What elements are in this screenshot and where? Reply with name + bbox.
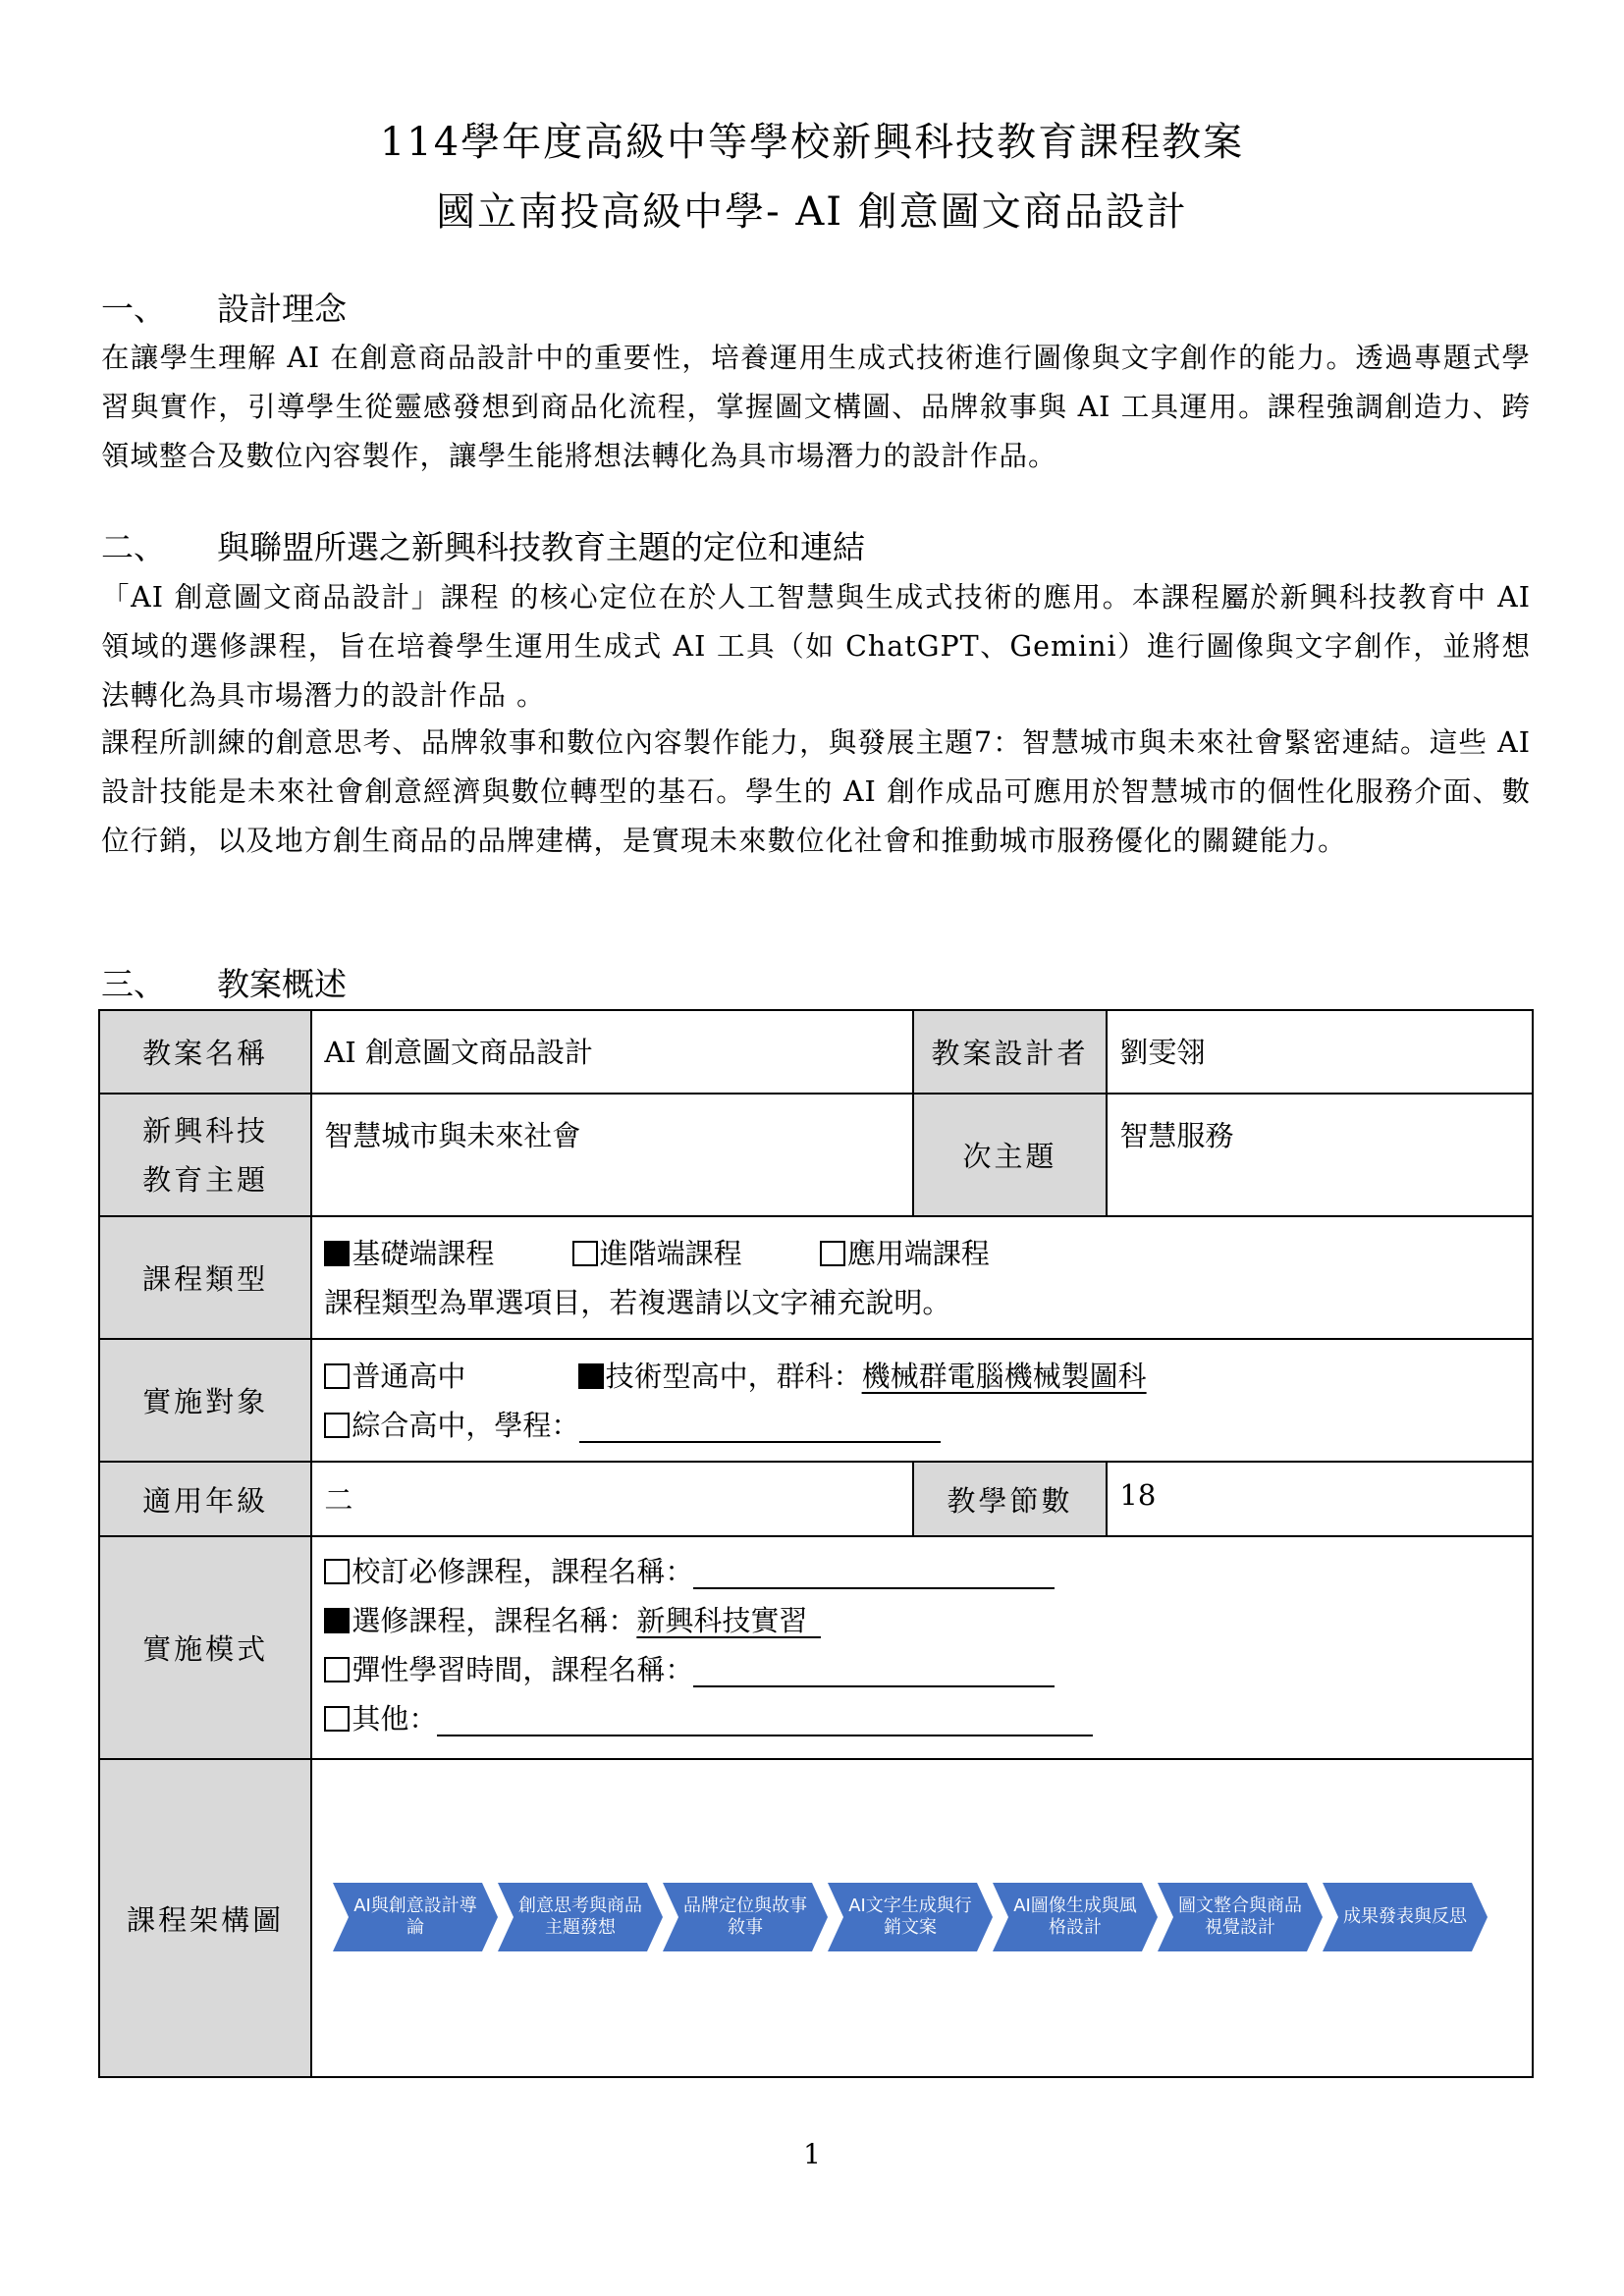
mode-cell (311, 1536, 1533, 1759)
course-type-cell (311, 1216, 1533, 1339)
checkbox-flexible-learning[interactable] (324, 1657, 350, 1682)
checkbox-elective-course[interactable] (324, 1608, 350, 1633)
target-label: 實施對象 (99, 1339, 311, 1462)
subtheme-label: 次主題 (913, 1094, 1108, 1216)
mode-required (324, 1547, 1520, 1596)
checkbox-comprehensive-high[interactable] (324, 1413, 350, 1438)
table-row (99, 1339, 1533, 1462)
course-type-note: 課程類型為單選項目，若複選請以文字補充說明。 (324, 1286, 951, 1319)
mode-label: 實施模式 (99, 1536, 311, 1759)
table-row (99, 1536, 1533, 1759)
flow-step (828, 1883, 993, 1951)
grade-value: 二 (324, 1483, 353, 1517)
lesson-name-label: 教案名稱 (99, 1010, 311, 1094)
mode-elective-value: 新興科技實習 (636, 1604, 808, 1637)
document-title: 114學年度高級中等學校新興科技教育課程教案 (379, 120, 1245, 165)
section-number: 二、 (101, 528, 166, 566)
flow-step (1323, 1883, 1488, 1951)
flow-step (333, 1883, 498, 1951)
theme-value: 智慧城市與未來社會 (324, 1119, 581, 1152)
document-subtitle: 國立南投高級中學- AI 創意圖文商品設計 (436, 189, 1188, 235)
target-technical-label: 技術型高中，群科： (605, 1360, 862, 1393)
section-3-heading (101, 959, 347, 1005)
designer-value: 劉雯翎 (1119, 1036, 1206, 1069)
lesson-name-value: AI 創意圖文商品設計 (324, 1036, 593, 1069)
flow-step-label: AI文字生成與行銷文案 (848, 1896, 972, 1938)
required-course-blank[interactable] (693, 1558, 1055, 1589)
mode-other-label: 其他： (352, 1702, 438, 1735)
periods-label: 教學節數 (913, 1462, 1108, 1536)
target-comprehensive-label: 綜合高中，學程： (352, 1409, 580, 1442)
table-row (99, 1094, 1533, 1216)
checkbox-applied[interactable] (820, 1241, 845, 1266)
page-number: 1 (803, 2138, 821, 2170)
designer-cell (1107, 1010, 1533, 1094)
mode-elective-label: 選修課程，課程名稱： (352, 1604, 637, 1637)
subtheme-value: 智慧服務 (1119, 1119, 1234, 1152)
checkbox-basic[interactable] (324, 1241, 350, 1266)
target-general-label: 普通高中 (352, 1360, 466, 1393)
grade-cell (311, 1462, 912, 1536)
flow-step-label: 品牌定位與故事敘事 (683, 1896, 807, 1938)
target-line-2 (324, 1401, 1520, 1450)
lesson-name-cell (311, 1010, 912, 1094)
checkbox-other[interactable] (324, 1706, 350, 1732)
flow-step-label: 創意思考與商品主題發想 (518, 1896, 642, 1938)
mode-elective (324, 1596, 1520, 1645)
periods-value: 18 (1119, 1478, 1157, 1512)
table-row (99, 1216, 1533, 1339)
section-title: 教案概述 (217, 965, 347, 1003)
section-1-heading (101, 284, 347, 330)
table-row (99, 1462, 1533, 1536)
flow-step-label: 成果發表與反思 (1343, 1906, 1467, 1927)
option-applied-label: 應用端課程 (846, 1237, 990, 1270)
flow-step-label: 圖文整合與商品視覺設計 (1178, 1896, 1302, 1938)
positioning-paragraph-1: 「AI 創意圖文商品設計」課程 的核心定位在於人工智慧與生成式技術的應用。本課程屬於新興科技教育中 AI 領域的選修課程，旨在培養學生運用生成式 AI 工具（如 ChatGPT、Gemini）進行圖像與文字創作，並將想法轉化為具市場潛力的設計作品 。 (101, 581, 1531, 712)
mode-flexible (324, 1645, 1520, 1694)
option-basic-label: 基礎端課程 (352, 1237, 495, 1270)
grade-label: 適用年級 (99, 1462, 311, 1536)
section-number: 一、 (101, 290, 166, 328)
program-blank-field[interactable] (579, 1412, 941, 1443)
positioning-paragraph-2: 課程所訓練的創意思考、品牌敘事和數位內容製作能力，與發展主題7：智慧城市與未來社會緊密連結。這些 AI 設計技能是未來社會創意經濟與數位轉型的基石。學生的 AI 創作成品可應用於智慧城市的個性化服務介面、數位行銷，以及地方創生商品的品牌建構，是實現未來數位化社會和推動城市服務優化的關鍵能力。 (101, 726, 1531, 857)
subtheme-cell (1107, 1094, 1533, 1216)
flow-step (498, 1883, 663, 1951)
theme-cell (311, 1094, 912, 1216)
course-type-label: 課程類型 (99, 1216, 311, 1339)
theme-label (99, 1094, 311, 1216)
structure-label: 課程架構圖 (99, 1759, 311, 2077)
flow-step (1158, 1883, 1323, 1951)
designer-label: 教案設計者 (913, 1010, 1108, 1094)
target-technical-value: 機械群電腦機械製圖科 (861, 1360, 1147, 1393)
target-line-1 (324, 1352, 1520, 1401)
flow-step-label: AI與創意設計導論 (353, 1896, 477, 1938)
theme-label-line-1: 新興科技 (142, 1113, 269, 1148)
section-2-heading (101, 522, 865, 568)
flow-step-label: AI圖像生成與風格設計 (1013, 1896, 1137, 1938)
other-blank[interactable] (437, 1705, 1093, 1736)
checkbox-required-course[interactable] (324, 1559, 350, 1584)
flow-step (993, 1883, 1158, 1951)
mode-other (324, 1694, 1520, 1743)
theme-label-line-2: 教育主題 (142, 1162, 269, 1197)
checkbox-general-high[interactable] (324, 1363, 350, 1389)
target-cell (311, 1339, 1533, 1462)
checkbox-advanced[interactable] (572, 1241, 598, 1266)
section-number: 三、 (101, 965, 166, 1003)
mode-required-label: 校訂必修課程，課程名稱： (352, 1555, 694, 1588)
design-concept-paragraph: 在讓學生理解 AI 在創意商品設計中的重要性，培養運用生成式技術進行圖像與文字創作的能力。透過專題式學習與實作，引導學生從靈感發想到商品化流程，掌握圖文構圖、品牌敘事與 AI 工具運用。課程強調創造力、跨領域整合及數位內容製作，讓學生能將想法轉化為具市場潛力的設計作品。 (101, 342, 1531, 472)
checkbox-technical-high[interactable] (578, 1363, 604, 1389)
section-title: 設計理念 (217, 290, 347, 328)
flexible-course-blank[interactable] (693, 1656, 1055, 1687)
flow-step (663, 1883, 828, 1951)
section-title: 與聯盟所選之新興科技教育主題的定位和連結 (217, 528, 865, 566)
periods-cell (1107, 1462, 1533, 1536)
mode-flexible-label: 彈性學習時間，課程名稱： (352, 1653, 694, 1686)
course-type-options (324, 1229, 1520, 1278)
table-row (99, 1010, 1533, 1094)
option-advanced-label: 進階端課程 (599, 1237, 742, 1270)
